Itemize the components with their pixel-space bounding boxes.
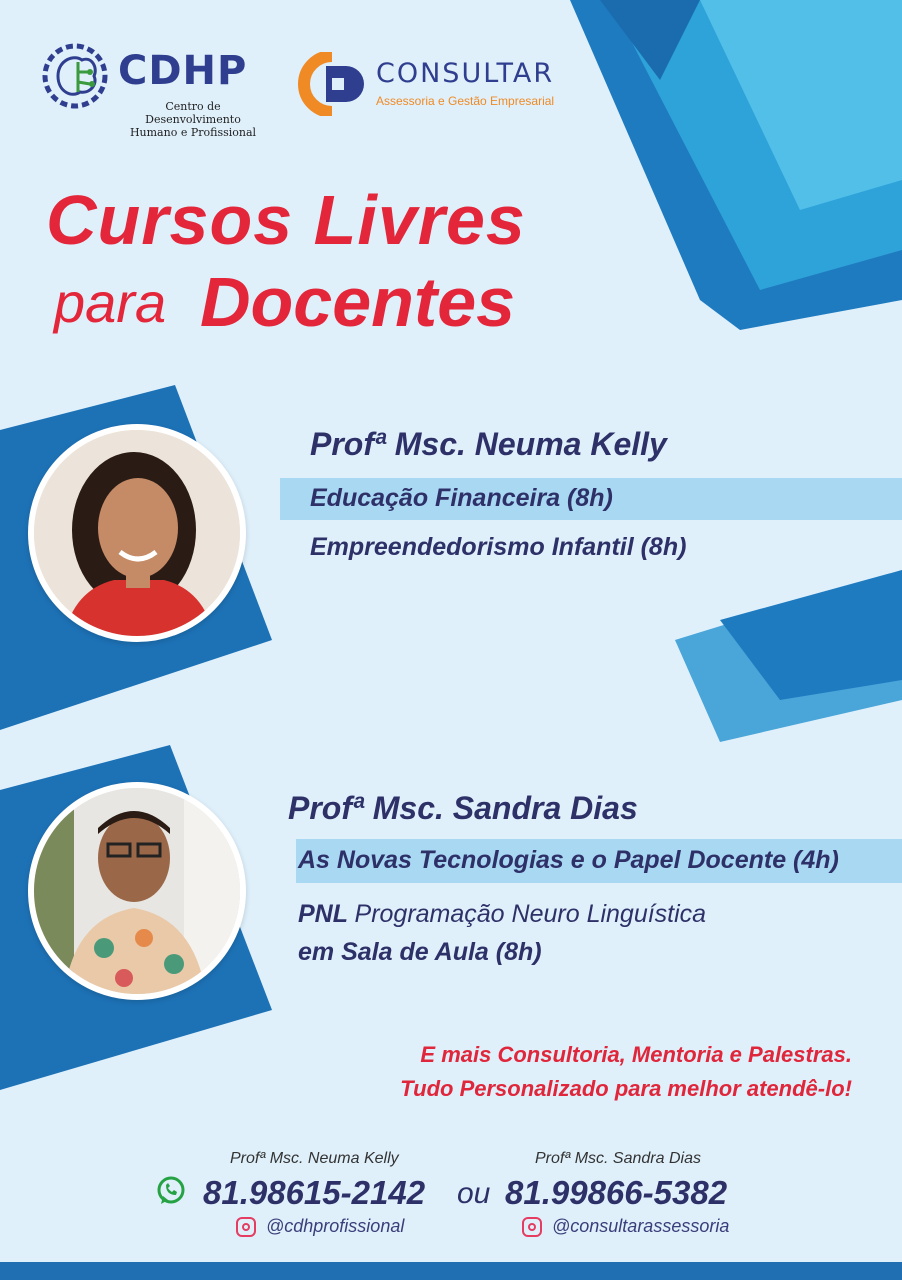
phone-2[interactable]: 81.99866-5382 (505, 1174, 728, 1211)
phone-separator: ou (457, 1177, 491, 1210)
teacher-photo-sandra (28, 782, 246, 1000)
teacher-2-course-1: As Novas Tecnologias e o Papel Docente (4h) (298, 846, 839, 874)
cdhp-logo (38, 42, 278, 139)
teacher-photo-neuma (28, 424, 246, 642)
consultar-subtitle: Assessoria e Gestão Empresarial (376, 94, 555, 108)
teacher-1-name: Profª Msc. Neuma Kelly (310, 426, 667, 462)
phone-1[interactable]: 81.98615-2142 (203, 1174, 426, 1211)
cdhp-subtitle (118, 100, 268, 139)
teacher-2-name: Profª Msc. Sandra Dias (288, 790, 638, 826)
consultar-title: CONSULTAR (376, 58, 555, 89)
headline-docentes: Docentes (200, 263, 516, 341)
contact-name-1: Profª Msc. Neuma Kelly (230, 1150, 399, 1167)
consultar-logo (296, 50, 576, 120)
portrait-illustration (34, 430, 240, 636)
teacher-2-course-2 (298, 900, 706, 929)
cdhp-subtitle-line2: Humano e Profissional (129, 126, 257, 139)
bottom-bar (0, 1262, 902, 1280)
promo-line-1: E mais Consultoria, Mentoria e Palestras. (420, 1042, 852, 1067)
cdhp-subtitle-line1: Centro de Desenvolvimento (145, 100, 241, 126)
contact-name-2: Profª Msc. Sandra Dias (535, 1150, 701, 1167)
teacher-1-course-1: Educação Financeira (8h) (310, 484, 613, 512)
cdhp-title: CDHP (118, 48, 248, 94)
whatsapp-icon (155, 1175, 187, 1207)
instagram-icon (236, 1217, 256, 1237)
course-title: Programação Neuro Linguística (354, 900, 707, 928)
promo-line-2: Tudo Personalizado para melhor atendê-lo! (400, 1076, 852, 1101)
teacher-1-course-2: Empreendedorismo Infantil (8h) (310, 533, 687, 561)
consultar-mark-icon (296, 52, 368, 116)
teacher-2-course-2-line2: em Sala de Aula (8h) (298, 938, 542, 966)
portrait-illustration (34, 788, 240, 994)
brain-gear-icon (38, 42, 112, 110)
instagram-handle-1[interactable]: @cdhprofissional (266, 1216, 405, 1236)
headline-para: para (54, 271, 167, 334)
instagram-icon (522, 1217, 542, 1237)
instagram-handle-2[interactable]: @consultarassessoria (552, 1216, 730, 1236)
course-prefix: PNL (298, 900, 348, 928)
headline-line1: Cursos Livres (46, 181, 526, 259)
